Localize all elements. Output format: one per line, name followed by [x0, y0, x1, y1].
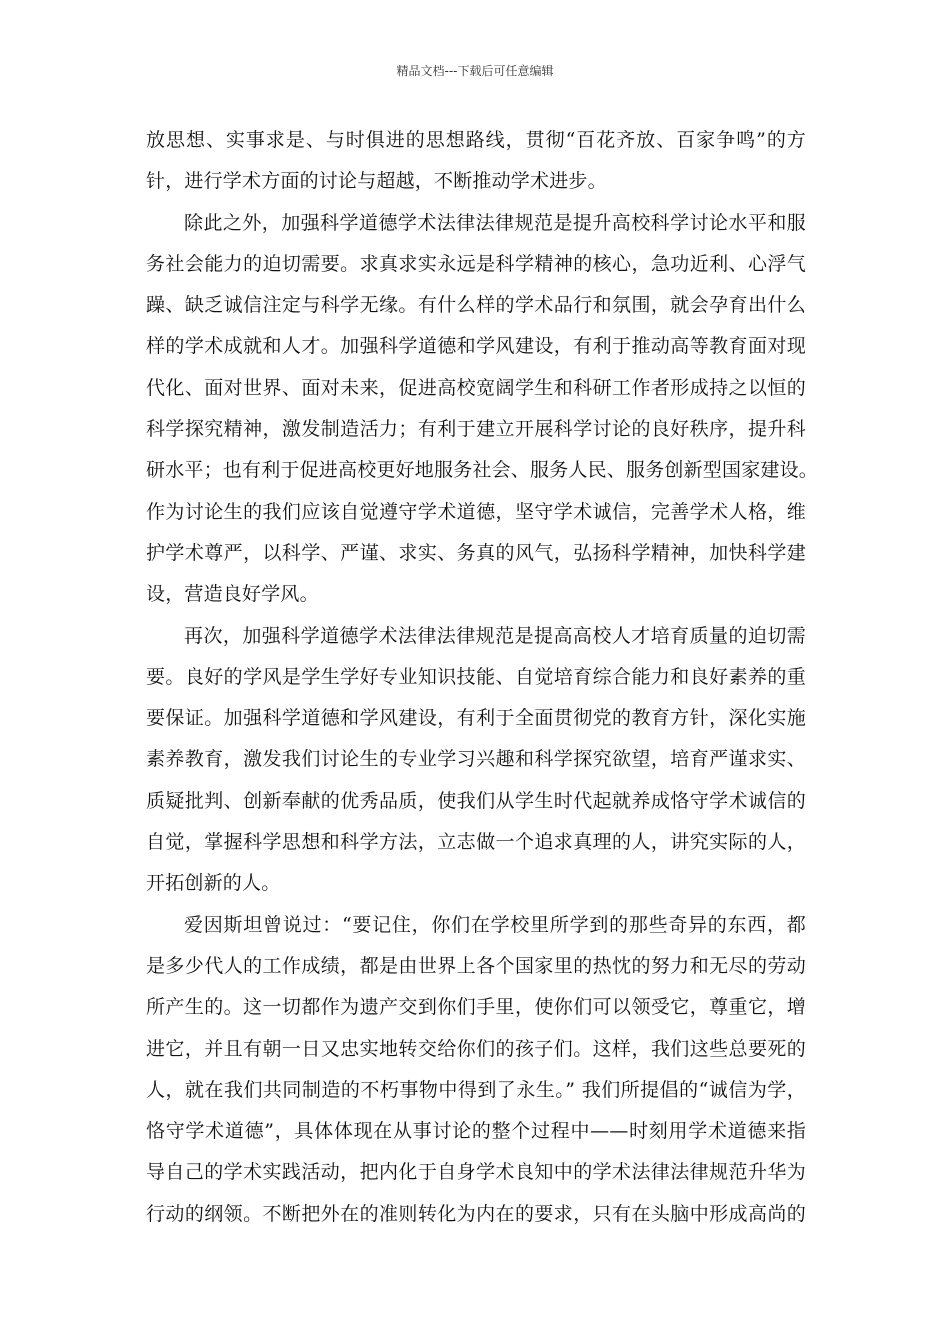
paragraph-line: 人，就在我们共同制造的不朽事物中得到了永生。” 我们所提倡的“诚信为学，: [146, 1078, 806, 1101]
paragraph: [146, 905, 806, 1235]
paragraph-line: 护学术尊严，以科学、严谨、求实、务真的风气，弘扬科学精神，加快科学建: [146, 541, 806, 564]
paragraph-line: 爱因斯坦曾说过：“要记住，你们在学校里所学到的那些奇异的东西，都: [184, 913, 806, 936]
paragraph-line: 设，营造良好学风。: [146, 583, 319, 606]
paragraph-line: 躁、缺乏诚信注定与科学无缘。有什么样的学术品行和氛围，就会孕育出什么: [146, 294, 806, 317]
paragraph: [146, 120, 806, 203]
paragraph-line: 科学探究精神，激发制造活力；有利于建立开展科学讨论的良好秩序，提升科: [146, 418, 806, 441]
paragraph-line: 进它，并且有朝一日又忠实地转交给你们的孩子们。这样，我们这些总要死的: [146, 1037, 806, 1060]
paragraph-line: 要。良好的学风是学生学好专业知识技能、自觉培育综合能力和良好素养的重: [146, 665, 806, 688]
paragraph-line: 自觉，掌握科学思想和科学方法，立志做一个追求真理的人，讲究实际的人，: [146, 831, 806, 854]
paragraph-line: 再次，加强科学道德学术法律法律规范是提高高校人才培育质量的迫切需: [184, 624, 806, 647]
paragraph-line: 恪守学术道德”，具体体现在从事讨论的整个过程中——时刻用学术道德来指: [146, 1120, 806, 1143]
paragraph-line: 导自己的学术实践活动，把内化于自身学术良知中的学术法律法律规范升华为: [146, 1161, 806, 1184]
paragraph-line: 素养教育，激发我们讨论生的专业学习兴趣和科学探究欲望，培育严谨求实、: [146, 748, 806, 771]
paragraph-line: 代化、面对世界、面对未来，促进高校宽阔学生和科研工作者形成持之以恒的: [146, 376, 806, 399]
paragraph: [146, 203, 819, 616]
paragraph-line: 所产生的。这一切都作为遗产交到你们手里，使你们可以领受它，尊重它，增: [146, 996, 806, 1019]
paragraph-line: 行动的纲领。不断把外在的准则转化为内在的要求，只有在头脑中形成高尚的: [146, 1202, 806, 1225]
paragraph-line: 针，进行学术方面的讨论与超越，不断推动学术进步。: [146, 170, 607, 193]
paragraph-line: 作为讨论生的我们应该自觉遵守学术道德，坚守学术诚信，完善学术人格，维: [146, 500, 806, 523]
paragraph-line: 要保证。加强科学道德和学风建设，有利于全面贯彻党的教育方针，深化实施: [146, 707, 806, 730]
paragraph-line: 除此之外，加强科学道德学术法律法律规范是提升高校科学讨论水平和服: [184, 211, 806, 234]
paragraph-line: 研水平；也有利于促进高校更好地服务社会、服务人民、服务创新型国家建设。: [146, 459, 819, 482]
paragraph: [146, 616, 806, 905]
document-body: [146, 120, 819, 1235]
paragraph-line: 是多少代人的工作成绩，都是由世界上各个国家里的热忱的努力和无尽的劳动: [146, 954, 806, 977]
paragraph-line: 开拓创新的人。: [146, 872, 281, 895]
paragraph-line: 放思想、实事求是、与时俱进的思想路线，贯彻“百花齐放、百家争鸣”的方: [146, 129, 806, 151]
paragraph-line: 质疑批判、创新奉献的优秀品质，使我们从学生时代起就养成恪守学术诚信的: [146, 789, 806, 812]
page-header: 精品文档---下载后可任意编辑: [396, 64, 554, 78]
paragraph-line: 务社会能力的迫切需要。求真求实永远是科学精神的核心，急功近利、心浮气: [146, 252, 806, 275]
paragraph-line: 样的学术成就和人才。加强科学道德和学风建设，有利于推动高等教育面对现: [146, 335, 806, 358]
